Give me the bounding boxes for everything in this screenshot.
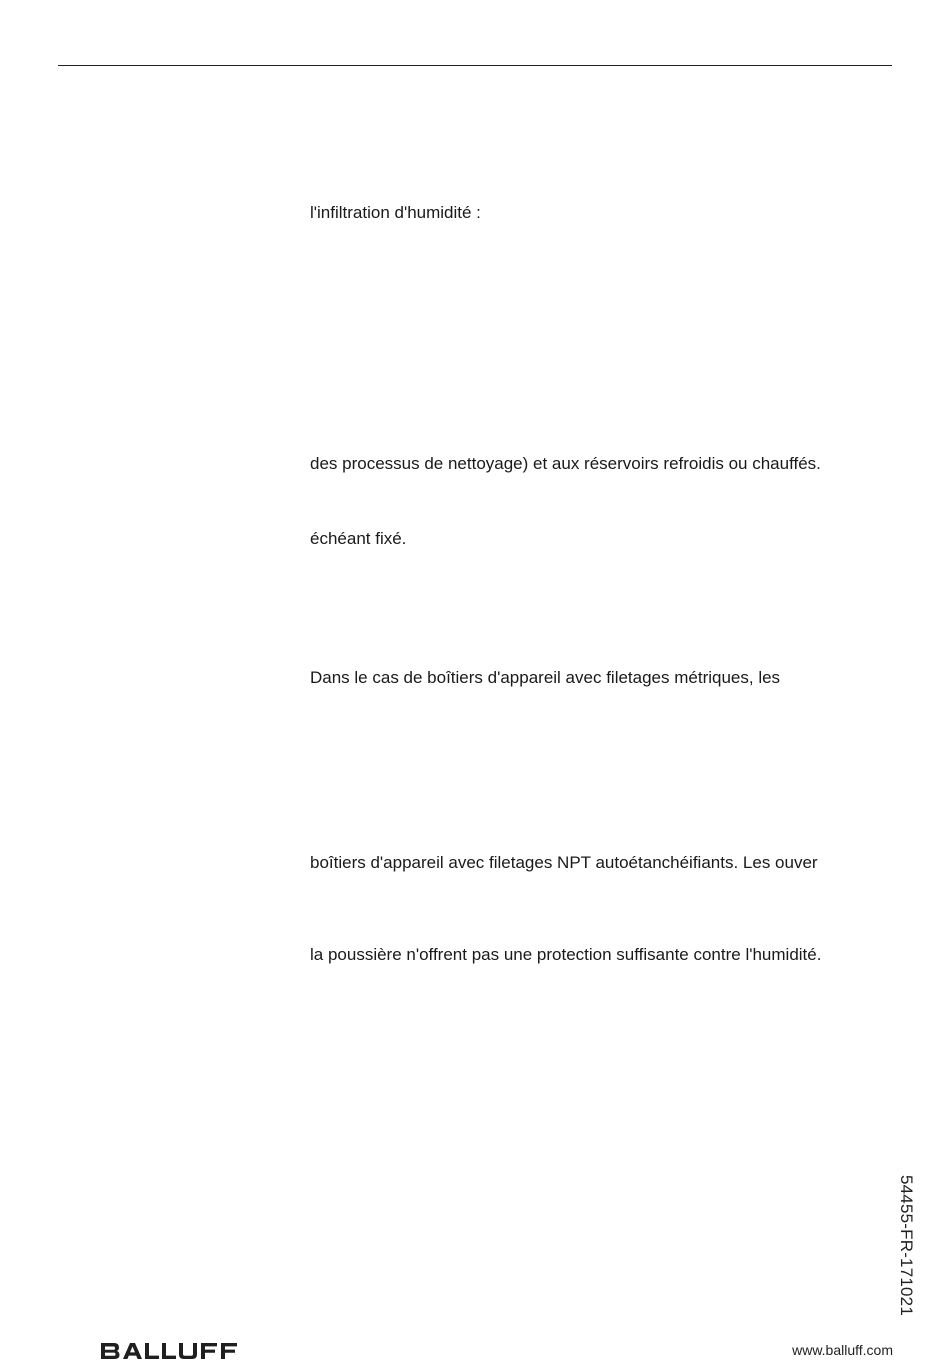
body-text-line: échéant fixé. bbox=[310, 529, 407, 548]
body-text-line: la poussière n'offrent pas une protection suffisante contre l'humidité. bbox=[310, 945, 822, 964]
body-text-line: boîtiers d'appareil avec filetages NPT autoétanchéifiants. Les ouver bbox=[310, 853, 818, 872]
header-divider bbox=[58, 65, 892, 66]
balluff-logo bbox=[101, 1340, 241, 1362]
body-text-line: Dans le cas de boîtiers d'appareil avec filetages métriques, les bbox=[310, 668, 781, 687]
body-text-line: l'infiltration d'humidité : bbox=[310, 203, 481, 222]
body-text-line: des processus de nettoyage) et aux réservoirs refroidis ou chauffés. bbox=[310, 454, 821, 473]
document-number: 54455-FR-171021 bbox=[897, 1175, 916, 1316]
website-url: www.balluff.com bbox=[792, 1342, 893, 1358]
